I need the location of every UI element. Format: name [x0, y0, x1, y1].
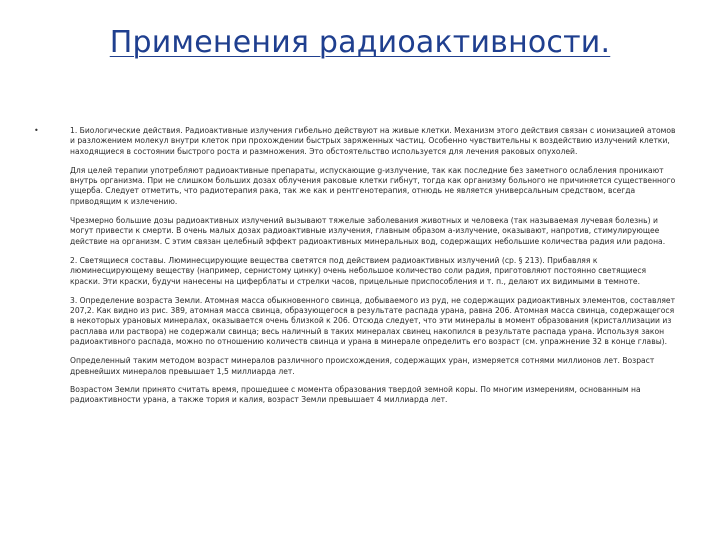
body-text	[70, 126, 676, 415]
bullet-marker: •	[34, 126, 39, 135]
paragraph-therapy: Для целей терапии употребляют радиоактивные препараты, испускающие g-излучение, так как последние без заметного ослабления проникают внутрь организма. При не слишком больших дозах облучения раковые клетки гибнут, тогда как организму больного не причиняется существенного ущерба. Следует отметить, что радиотерапия рака, так же как и рентгенотерапия, отнюдь не является универсальным средством, всегда приводящим к излечению.	[70, 165, 676, 206]
paragraph-earth-age: 3. Определение возраста Земли. Атомная масса обыкновенного свинца, добываемого из руд, не содержащих радиоактивных элементов, составляет 207,2. Как видно из рис. 389, атомная масса свинца, образующегося в результате распада урана, равна 206. Атомная масса свинца, содержащегося в некоторых урановых минералах, оказывается очень близкой к 206. Отсюда следует, что эти минералы в момент образования (кристаллизации из расплава или раствора) не содержали свинца; весь наличный в таких минералах свинец накопился в результате распада урана. Используя закон радиоактивного распада, можно по отношению количеств свинца и урана в минерале определить его возраст (см. упражнение 32 в конце главы).	[70, 295, 676, 347]
paragraph-biological-effects: 1. Биологические действия. Радиоактивные излучения гибельно действуют на живые клетки. Механизм этого действия связан с ионизацией атомов и разложением молекул внутри клеток при прохождении быстрых заряженных частиц. Особенно чувствительны к воздействию излучений клетки, находящиеся в состоянии быстрого роста и размножения. Это обстоятельство используется для лечения раковых опухолей.	[70, 126, 676, 156]
paragraph-mineral-age: Определенный таким методом возраст минералов различного происхождения, содержащих уран, измеряется сотнями миллионов лет. Возраст древнейших минералов превышает 1,5 миллиарда лет.	[70, 356, 655, 376]
paragraph-earth-crust: Возрастом Земли принято считать время, прошедшее с момента образования твердой земной коры. По многим измерениям, основанным на радиоактивности урана, а также тория и калия, возраст Земли превышает 4 миллиарда лет.	[70, 384, 641, 405]
slide-title: Применения радиоактивности.	[109, 25, 611, 60]
paragraph-doses: Чрезмерно большие дозы радиоактивных излучений вызывают тяжелые заболевания животных и человека (так называемая лучевая болезнь) и могут привести к смерти. В очень малых дозах радиоактивные излучения, главным образом а-излучение, оказывают, напротив, стимулирующее действие на организм. С этим связан целебный эффект радиоактивных минеральных вод, содержащих небольшие количества радия или радона.	[70, 216, 666, 246]
paragraph-luminous-compounds: 2. Светящиеся составы. Люминесцирующие вещества светятся под действием радиоактивных излучений (ср. § 213). Прибавляя к люминесцирующему веществу (например, сернистому цинку) очень небольшое количество соли радия, приготовляют постоянно светящиеся краски. Эти краски, будучи нанесены на циферблаты и стрелки часов, прицельные приспособления и т. п., делают их видимыми в темноте.	[70, 255, 647, 286]
